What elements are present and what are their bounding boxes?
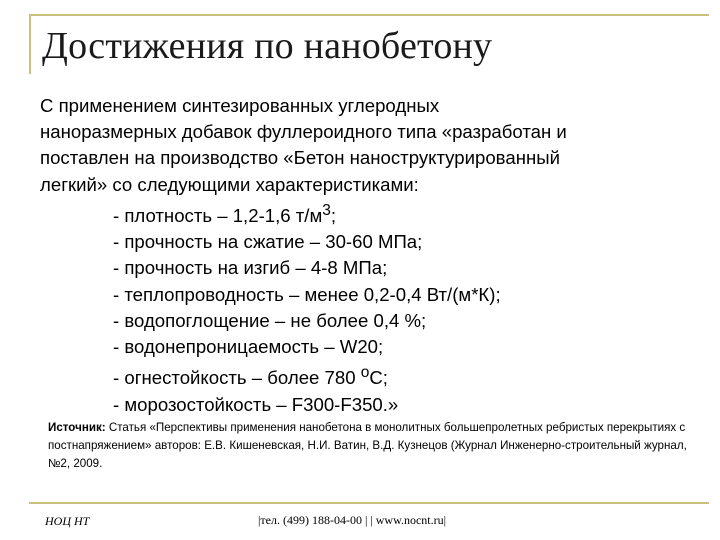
footer-contacts: |тел. (499) 188-04-00 | | www.nocnt.ru| [258,513,447,527]
intro-paragraph [40,93,712,198]
list-item: - плотность – 1,2-1,6 $т/м^3$; [113,201,337,226]
footer-rule [29,502,709,504]
list-item: - морозостойкость – F300-F350.» [113,393,399,415]
intro-line: С применением синтезированных углеродных [40,95,440,116]
title-rule-horizontal [29,14,709,16]
main-content [40,93,712,418]
intro-line: легкий» со следующими характеристиками: [40,173,419,195]
source-text: Статья «Перспективы применения нанобетона в монолитных большепролетных ребристых перекрытиях с постнапряжением» авторов: Е.В. Кишеневская, Н.И. Ватин, В.Д. Кузнецов (Журнал Инженерно-строительный журнал, №2, 2009. [48,421,687,470]
list-item: - прочность на сжатие – 30-60 МПа; [113,231,423,253]
list-item: - водопоглощение – не более 0,4 %; [113,309,427,331]
intro-line: наноразмерных добавок фуллероидного типа «разработан и [40,121,567,143]
list-item: - прочность на изгиб – 4-8 МПа; [113,257,388,279]
list-item: - огнестойкость – более 780 $^о$С; [113,364,388,389]
source-citation [48,419,688,473]
title-rule-vertical [29,14,31,74]
intro-line: поставлен на производство «Бетон наноструктурированный [40,147,560,169]
list-item: - водонепроницаемость – W20; [113,336,384,358]
footer-organization: НОЦ НТ [45,514,90,528]
page-title: Достижения по нанобетону [42,25,493,67]
list-item: - теплопроводность – менее 0,2-0,4 Вт/(м*К); [113,283,501,305]
source-label: Источник: [48,421,106,434]
characteristics-list [40,198,712,418]
